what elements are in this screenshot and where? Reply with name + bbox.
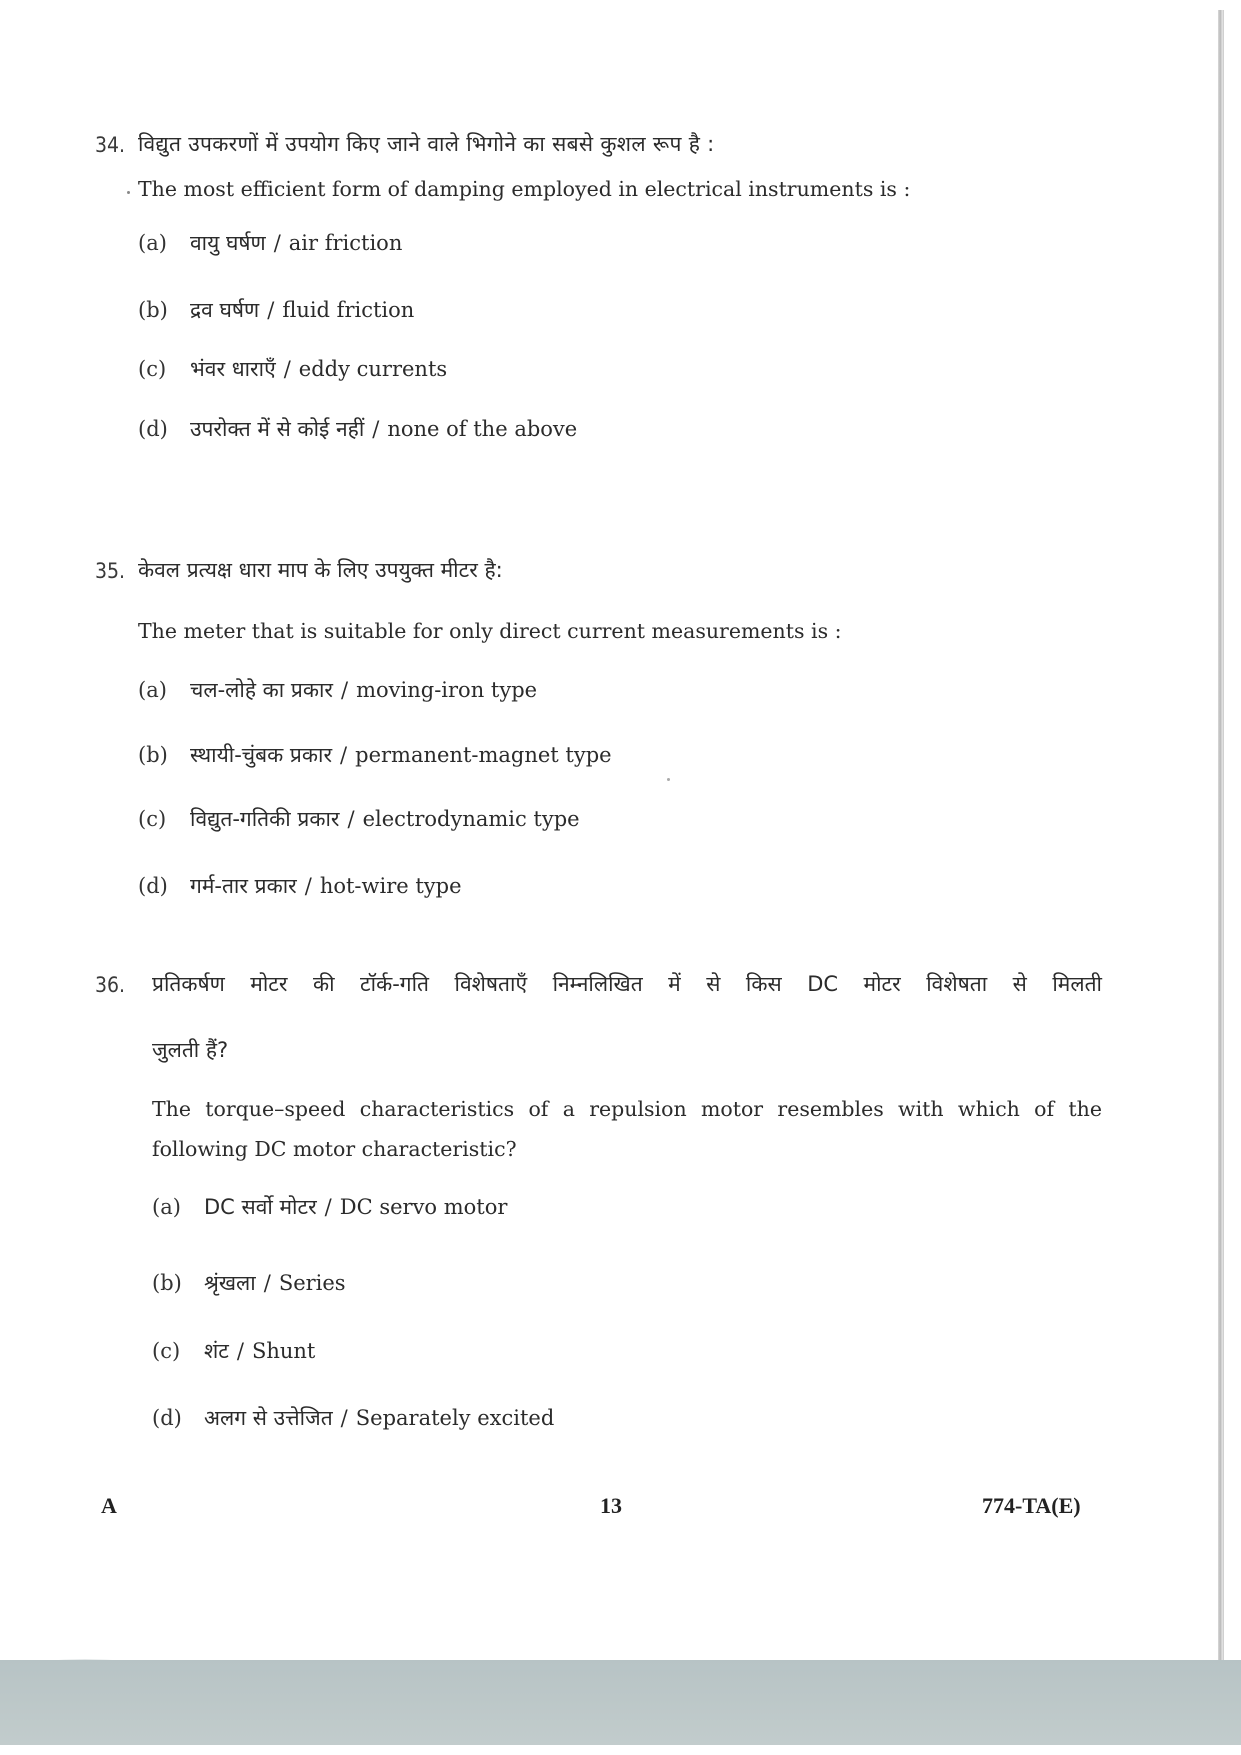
option-text-english: electrodynamic type [362,807,580,831]
separator: / [340,743,348,767]
option-text-english: permanent-magnet type [355,743,612,767]
option-text-english: fluid friction [282,298,415,322]
question-text-english: The meter that is suitable for only direct current measurements is : [138,619,842,643]
option-label: (b) [138,743,168,767]
option-c [152,1337,315,1365]
question-number: 34. [95,133,126,157]
option-label: (a) [138,678,167,702]
option-text-hindi: अलग से उत्तेजित [204,1406,333,1430]
option-a [152,1193,507,1221]
option-label: (c) [138,357,167,381]
option-a [138,676,537,704]
option-c [138,355,447,383]
page-edge [1218,10,1224,1660]
option-d [152,1404,554,1432]
question-text-english-line2: following DC motor characteristic? [152,1137,517,1161]
footer-series-code: A [101,1493,117,1518]
option-label: (d) [138,874,168,898]
option-label: (a) [152,1195,181,1219]
question-number: 36. [95,973,126,997]
separator: / [324,1195,332,1219]
option-label: (c) [138,807,167,831]
separator: / [283,357,291,381]
separator: / [267,298,275,322]
scanner-background [0,1660,1241,1755]
separator: / [340,1406,348,1430]
option-text-english: Shunt [251,1339,316,1363]
separator: / [273,231,281,255]
option-label: (b) [138,298,168,322]
question-text-hindi-line1: प्रतिकर्षण मोटर की टॉर्क-गति विशेषताएँ निम्नलिखित में से किस DC मोटर विशेषता से मिलती [152,972,1102,996]
question-text-hindi: केवल प्रत्यक्ष धारा माप के लिए उपयुक्त मीटर है: [138,558,503,582]
page-number: 13 [600,1493,622,1518]
question-text-english: The most efficient form of damping employed in electrical instruments is : [138,177,911,201]
option-text-english: eddy currents [298,357,448,381]
option-label: (d) [138,417,168,441]
separator: / [372,417,380,441]
separator: / [236,1339,244,1363]
option-d [138,415,577,443]
option-text-hindi: द्रव घर्षण [190,298,260,322]
question-text-hindi-line2: जुलती हैं? [152,1038,229,1062]
option-c [138,805,580,833]
option-text-english: DC servo motor [339,1195,508,1219]
option-label: (c) [152,1339,181,1363]
question-text-hindi: विद्युत उपकरणों में उपयोग किए जाने वाले भिगोने का सबसे कुशल रूप है : [138,132,715,156]
scan-speck [667,778,670,781]
option-b [138,741,612,769]
option-text-english: none of the above [387,417,578,441]
option-label: (a) [138,231,167,255]
option-label: (b) [152,1271,182,1295]
option-text-hindi: चल-लोहे का प्रकार [190,678,334,702]
separator: / [304,874,312,898]
question-text-english-line1: The torque–speed characteristics of a repulsion motor resembles with which of the [152,1097,1102,1121]
scan-speck [127,191,130,194]
option-text-hindi: विद्युत-गतिकी प्रकार [190,807,340,831]
option-text-hindi: वायु घर्षण [190,231,266,255]
option-text-hindi: उपरोक्त में से कोई नहीं [190,417,365,441]
separator: / [347,807,355,831]
option-text-hindi: भंवर धाराएँ [190,357,276,381]
option-a [138,229,402,257]
separator: / [263,1271,271,1295]
option-b [138,296,414,324]
option-b [152,1269,346,1297]
option-label: (d) [152,1406,182,1430]
option-text-hindi: गर्म-तार प्रकार [190,874,297,898]
option-text-english: Separately excited [355,1406,555,1430]
option-text-hindi: DC सर्वो मोटर [204,1195,317,1219]
option-text-english: Series [278,1271,346,1295]
option-text-english: moving-iron type [356,678,538,702]
option-text-english: air friction [288,231,403,255]
option-text-hindi: श्रृंखला [204,1271,256,1295]
question-number: 35. [95,559,126,583]
option-text-english: hot-wire type [319,874,462,898]
scan-border [0,1745,1241,1755]
separator: / [341,678,349,702]
option-text-hindi: स्थायी-चुंबक प्रकार [190,743,333,767]
option-d [138,872,462,900]
option-text-hindi: शंट [204,1339,229,1363]
paper-code: 774-TA(E) [982,1493,1081,1518]
